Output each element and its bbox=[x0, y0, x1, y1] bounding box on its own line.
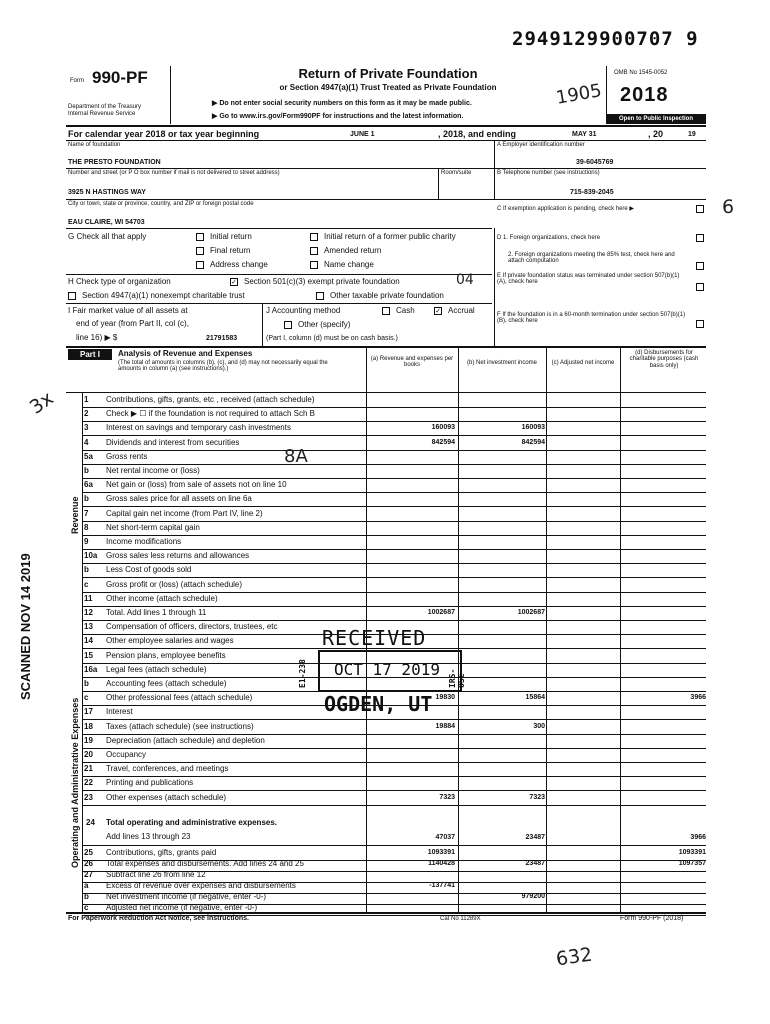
col-a-value[interactable]: 19830 bbox=[435, 694, 455, 702]
line-label: Gross rents bbox=[106, 451, 148, 461]
table-row bbox=[66, 393, 706, 407]
line-number: 5a bbox=[84, 451, 93, 461]
line-number: c bbox=[84, 903, 89, 912]
line-label: Depreciation (attach schedule) and depletion bbox=[106, 735, 265, 745]
table-row bbox=[66, 762, 706, 776]
section-4947-checkbox[interactable] bbox=[68, 292, 76, 300]
handwritten-04: 04 bbox=[456, 272, 474, 288]
line-label: Gross profit or (loss) (attach schedule) bbox=[106, 579, 243, 589]
document-locator-number: 2949129900707 9 bbox=[512, 28, 699, 50]
col-a-value[interactable]: 7323 bbox=[439, 793, 455, 801]
line-label: Subtract line 26 from line 12 bbox=[106, 870, 206, 879]
line-24-col-b[interactable]: 23487 bbox=[525, 834, 545, 841]
table-row bbox=[66, 521, 706, 535]
col-b-value[interactable]: 15864 bbox=[525, 694, 545, 702]
line-number: c bbox=[84, 579, 89, 589]
table-row bbox=[66, 535, 706, 549]
other-taxable-checkbox[interactable] bbox=[316, 292, 324, 300]
line-label: Capital gain net income (from Part IV, line 2) bbox=[106, 508, 263, 518]
line-label: Other income (attach schedule) bbox=[106, 593, 218, 603]
line-number: 26 bbox=[84, 859, 93, 868]
received-stamp-title: RECEIVED bbox=[322, 626, 427, 650]
table-row bbox=[66, 549, 706, 563]
initial-return-label: Initial return bbox=[210, 232, 252, 241]
line-number: 9 bbox=[84, 537, 89, 546]
footer-form-id: Form 990-PF (2018) bbox=[620, 915, 684, 922]
i-line3: line 16) ▶ $ bbox=[76, 333, 118, 342]
tax-year-end: MAY 31 bbox=[572, 131, 597, 138]
accrual-label: Accrual bbox=[448, 306, 475, 315]
city-state-zip[interactable]: EAU CLAIRE, WI 54703 bbox=[68, 219, 145, 226]
line-number: 3 bbox=[84, 423, 89, 433]
received-stamp-date: OCT 17 2019 bbox=[334, 660, 440, 679]
ssn-warning: ▶ Do not enter social security numbers on this form as it may be made public. bbox=[212, 100, 472, 107]
section-501c3-checkbox[interactable]: ✓ bbox=[231, 279, 237, 286]
expenses-side-label: Operating and Administrative Expenses bbox=[70, 697, 80, 868]
line-number: 2 bbox=[84, 409, 89, 419]
line-label: Interest on savings and temporary cash investments bbox=[106, 423, 291, 433]
col-a-value[interactable]: -137741 bbox=[429, 882, 455, 889]
initial-return-checkbox[interactable] bbox=[196, 233, 204, 241]
handwritten-3x: 3x bbox=[25, 387, 58, 419]
section-4947-label: Section 4947(a)(1) nonexempt charitable trust bbox=[82, 291, 245, 300]
line-label: Net investment income (if negative, enter -0-) bbox=[106, 892, 267, 901]
line-label: Legal fees (attach schedule) bbox=[106, 664, 207, 674]
col-d-value[interactable]: 1093391 bbox=[678, 849, 706, 856]
line-number: 20 bbox=[84, 750, 93, 759]
d1-checkbox[interactable] bbox=[696, 234, 704, 242]
col-d-value[interactable]: 1097357 bbox=[678, 860, 706, 867]
line-number: c bbox=[84, 693, 89, 703]
line-number: 18 bbox=[84, 721, 93, 731]
part-i-description: (The total of amounts in columns (b), (c), and (d) may not necessarily equal the amounts in column (a) (see instructions).) bbox=[118, 360, 328, 373]
city-label: City or town, state or province, country, and ZIP or foreign postal code bbox=[68, 201, 254, 207]
col-b-value[interactable]: 979200 bbox=[521, 893, 545, 900]
tax-year-label: For calendar year 2018 or tax year beginning bbox=[68, 129, 260, 139]
table-row bbox=[66, 720, 706, 734]
line-number: 10a bbox=[84, 551, 98, 561]
fair-market-value[interactable]: 21791583 bbox=[206, 335, 238, 342]
g-label: G Check all that apply bbox=[68, 232, 147, 241]
line-number: 8 bbox=[84, 522, 89, 532]
line-24-col-a[interactable]: 47037 bbox=[435, 834, 455, 841]
handwritten-1905: 1905 bbox=[554, 80, 604, 109]
line-label: Other employee salaries and wages bbox=[106, 636, 234, 646]
name-change-label: Name change bbox=[324, 260, 374, 269]
address-change-checkbox[interactable] bbox=[196, 261, 204, 269]
line-label: Dividends and interest from securities bbox=[106, 437, 240, 447]
column-c-header: (c) Adjusted net income bbox=[551, 360, 615, 366]
line-label: Interest bbox=[106, 707, 133, 717]
line-number: 6a bbox=[84, 480, 93, 490]
table-row bbox=[66, 478, 706, 492]
cash-label: Cash bbox=[396, 306, 415, 315]
catalog-number: Cat No 11289X bbox=[440, 916, 481, 922]
line-number: b bbox=[84, 466, 89, 475]
line-label: Other expenses (attach schedule) bbox=[106, 792, 227, 802]
col-a-value[interactable]: 19884 bbox=[435, 722, 455, 730]
col-b-value[interactable]: 160093 bbox=[521, 424, 545, 432]
line-number: b bbox=[84, 494, 89, 504]
table-row bbox=[66, 606, 706, 620]
line-number: 17 bbox=[84, 707, 93, 717]
line-24-number: 24 bbox=[86, 818, 95, 827]
col-b-value[interactable]: 842594 bbox=[521, 438, 545, 446]
table-row bbox=[66, 450, 706, 464]
accrual-checkbox[interactable]: ✓ bbox=[435, 308, 441, 315]
department: Department of the Treasury bbox=[68, 104, 142, 110]
amended-return-checkbox[interactable] bbox=[310, 247, 318, 255]
column-d-header: (d) Disbursements for charitable purposes (cash basis only) bbox=[629, 350, 699, 369]
ein-value[interactable]: 39-6045769 bbox=[576, 159, 614, 166]
table-row bbox=[66, 464, 706, 478]
street-address[interactable]: 3925 N HASTINGS WAY bbox=[68, 189, 146, 196]
cash-checkbox[interactable] bbox=[382, 307, 390, 315]
tax-year-end-prefix: , 20 bbox=[648, 129, 664, 139]
line-number: b bbox=[84, 565, 89, 575]
revenue-side-label: Revenue bbox=[70, 496, 80, 534]
line-24-label-2: Add lines 13 through 23 bbox=[106, 832, 191, 841]
name-change-checkbox[interactable] bbox=[310, 261, 318, 269]
foundation-name-label: Name of foundation bbox=[68, 142, 121, 148]
line-label: Income modifications bbox=[106, 537, 182, 546]
irs-label: Internal Revenue Service bbox=[68, 111, 136, 117]
line-number: 15 bbox=[84, 650, 93, 660]
exemption-pending-label: C If exemption application is pending, check here ▶ bbox=[497, 206, 635, 212]
line-number: 21 bbox=[84, 764, 93, 774]
form-word: Form bbox=[70, 78, 84, 84]
line-label: Printing and publications bbox=[106, 778, 194, 788]
d2-label: 2. Foreign organizations meeting the 85% test, check here and attach computation bbox=[508, 252, 675, 265]
col-d-value[interactable]: 3966 bbox=[690, 694, 706, 702]
form-title: Return of Private Foundation bbox=[298, 66, 478, 81]
line-label: Other professional fees (attach schedule) bbox=[106, 693, 253, 703]
line-label: Excess of revenue over expenses and disbursements bbox=[106, 881, 296, 890]
form-subtitle: or Section 4947(a)(1) Trust Treated as Private Foundation bbox=[279, 83, 497, 92]
line-number: 13 bbox=[84, 622, 93, 632]
other-method-label: Other (specify) bbox=[298, 320, 351, 329]
other-taxable-label: Other taxable private foundation bbox=[330, 291, 444, 300]
table-row bbox=[66, 776, 706, 790]
line-number: 23 bbox=[84, 792, 93, 802]
received-stamp bbox=[294, 622, 466, 716]
line-label: Occupancy bbox=[106, 750, 147, 759]
line-number: b bbox=[84, 679, 89, 688]
scanned-stamp: SCANNED NOV 14 2019 bbox=[18, 553, 33, 700]
col-b-value[interactable]: 7323 bbox=[529, 793, 545, 801]
line-label: Contributions, gifts, grants, etc , received (attach schedule) bbox=[106, 395, 315, 404]
table-row bbox=[66, 507, 706, 521]
phone-value[interactable]: 715-839-2045 bbox=[570, 189, 614, 196]
f-checkbox[interactable] bbox=[696, 320, 704, 328]
former-public-charity-checkbox[interactable] bbox=[310, 233, 318, 241]
d1-label: D 1. Foreign organizations, check here bbox=[497, 235, 601, 241]
line-number: 12 bbox=[84, 608, 93, 617]
column-a-header: (a) Revenue and expenses per books bbox=[370, 356, 454, 369]
f-label: F If the foundation is in a 60-month termination under section 507(b)(1)(B), check here bbox=[497, 312, 686, 325]
table-row bbox=[66, 563, 706, 577]
line-number: 1 bbox=[84, 395, 89, 404]
line-label: Gross sales price for all assets on line 6a bbox=[106, 494, 252, 504]
goto-instructions: ▶ Go to www.irs.gov/Form990PF for instructions and the latest information. bbox=[212, 113, 464, 120]
line-label: Net short-term capital gain bbox=[106, 522, 200, 532]
h-label: H Check type of organization bbox=[68, 277, 171, 286]
i-line1: I Fair market value of all assets at bbox=[68, 306, 188, 315]
cash-basis-note: (Part I, column (d) must be on cash basis.) bbox=[266, 335, 398, 342]
line-label: Accounting fees (attach schedule) bbox=[106, 679, 227, 688]
line-number: b bbox=[84, 892, 89, 901]
line-label: Travel, conferences, and meetings bbox=[106, 764, 229, 774]
part-i-tag: Part I bbox=[68, 349, 112, 360]
foundation-name[interactable]: THE PRESTO FOUNDATION bbox=[68, 159, 161, 166]
received-stamp-city: OGDEN, UT bbox=[324, 692, 433, 716]
col-a-value[interactable]: 1093391 bbox=[427, 849, 455, 856]
line-label: Pension plans, employee benefits bbox=[106, 650, 226, 660]
e-label: E If private foundation status was terminated under section 507(b)(1)(A), check here bbox=[497, 273, 680, 286]
paperwork-notice: For Paperwork Reduction Act Notice, see instructions. bbox=[68, 915, 249, 922]
omb-number: OMB No 1545-0052 bbox=[614, 70, 668, 76]
table-row bbox=[66, 407, 706, 421]
exemption-pending-checkbox[interactable] bbox=[696, 205, 704, 213]
line-label: Total. Add lines 1 through 11 bbox=[106, 608, 207, 617]
col-b-value[interactable]: 23487 bbox=[525, 860, 545, 867]
part-i-title: Analysis of Revenue and Expenses bbox=[118, 349, 253, 358]
col-a-value[interactable]: 1002687 bbox=[427, 609, 455, 616]
final-return-label: Final return bbox=[210, 246, 251, 255]
table-row bbox=[66, 592, 706, 606]
tax-year-mid: , 2018, and ending bbox=[438, 129, 517, 139]
section-501c3-label: Section 501(c)(3) exempt private foundation bbox=[244, 277, 400, 286]
line-label: Adjusted net income (if negative, enter -0-) bbox=[106, 903, 258, 912]
address-change-label: Address change bbox=[210, 260, 268, 269]
line-label: Check ▶ ☐ if the foundation is not required to attach Sch B bbox=[106, 409, 315, 419]
street-label: Number and street (or P O box number if mail is not delivered to street address) bbox=[68, 170, 280, 176]
line-label: Net gain or (loss) from sale of assets not on line 10 bbox=[106, 480, 287, 490]
line-label: Total expenses and disbursements. Add lines 24 and 25 bbox=[106, 859, 304, 868]
line-number: 14 bbox=[84, 636, 93, 646]
line-label: Contributions, gifts, grants paid bbox=[106, 848, 217, 857]
line-number: 4 bbox=[84, 437, 89, 447]
line-number: 25 bbox=[84, 848, 93, 857]
line-number: a bbox=[84, 881, 89, 890]
tax-year-badge: 2018 bbox=[620, 84, 669, 106]
line-label: Net rental income or (loss) bbox=[106, 466, 200, 475]
table-row bbox=[66, 734, 706, 748]
amended-return-label: Amended return bbox=[324, 246, 382, 255]
handwritten-632: 632 bbox=[554, 943, 594, 971]
table-row bbox=[66, 436, 706, 450]
line-number: 22 bbox=[84, 778, 93, 788]
other-method-checkbox[interactable] bbox=[284, 321, 292, 329]
line-number: 16a bbox=[84, 664, 98, 674]
table-row bbox=[66, 791, 706, 805]
room-suite-label: Room/suite bbox=[441, 170, 472, 176]
d2-checkbox[interactable] bbox=[696, 262, 704, 270]
table-row bbox=[66, 421, 706, 435]
handwritten-6: 6 bbox=[722, 196, 735, 218]
line-number: 11 bbox=[84, 593, 93, 603]
line-number: 19 bbox=[84, 735, 93, 745]
open-to-public-badge: Open to Public Inspection bbox=[606, 114, 706, 124]
form-number: 990-PF bbox=[92, 68, 148, 87]
e-checkbox[interactable] bbox=[696, 283, 704, 291]
col-b-value[interactable]: 1002687 bbox=[517, 609, 545, 616]
col-a-value[interactable]: 842594 bbox=[431, 438, 455, 446]
line-24-col-d[interactable]: 3966 bbox=[690, 834, 706, 841]
phone-label: B Telephone number (see instructions) bbox=[497, 170, 600, 176]
table-row bbox=[66, 492, 706, 506]
line-24-label-1: Total operating and administrative expenses. bbox=[106, 818, 278, 827]
line-label: Gross sales less returns and allowances bbox=[106, 551, 250, 561]
received-stamp-code-left: E1-238 bbox=[298, 659, 307, 688]
handwritten-8a: 8A bbox=[284, 446, 308, 467]
line-label: Less Cost of goods sold bbox=[106, 565, 192, 575]
col-b-value[interactable]: 300 bbox=[533, 722, 545, 730]
table-row bbox=[66, 748, 706, 762]
ein-label: A Employer identification number bbox=[497, 142, 585, 148]
line-number: 7 bbox=[84, 508, 89, 518]
col-a-value[interactable]: 160093 bbox=[431, 424, 455, 432]
line-number: 27 bbox=[84, 870, 93, 879]
received-stamp-code-right: IRS-OSC bbox=[448, 668, 466, 688]
tax-year-end-year: 19 bbox=[688, 131, 696, 138]
i-line2: end of year (from Part II, col (c), bbox=[76, 319, 189, 328]
tax-year-begin: JUNE 1 bbox=[350, 131, 375, 138]
line-label: Compensation of officers, directors, trustees, etc bbox=[106, 622, 278, 632]
line-label: Taxes (attach schedule) (see instructions) bbox=[106, 721, 254, 731]
column-b-header: (b) Net investment income bbox=[466, 360, 538, 366]
table-row bbox=[66, 578, 706, 592]
col-a-value[interactable]: 1140428 bbox=[428, 860, 455, 867]
former-public-charity-label: Initial return of a former public charity bbox=[324, 232, 456, 241]
final-return-checkbox[interactable] bbox=[196, 247, 204, 255]
j-label: J Accounting method bbox=[266, 306, 341, 315]
